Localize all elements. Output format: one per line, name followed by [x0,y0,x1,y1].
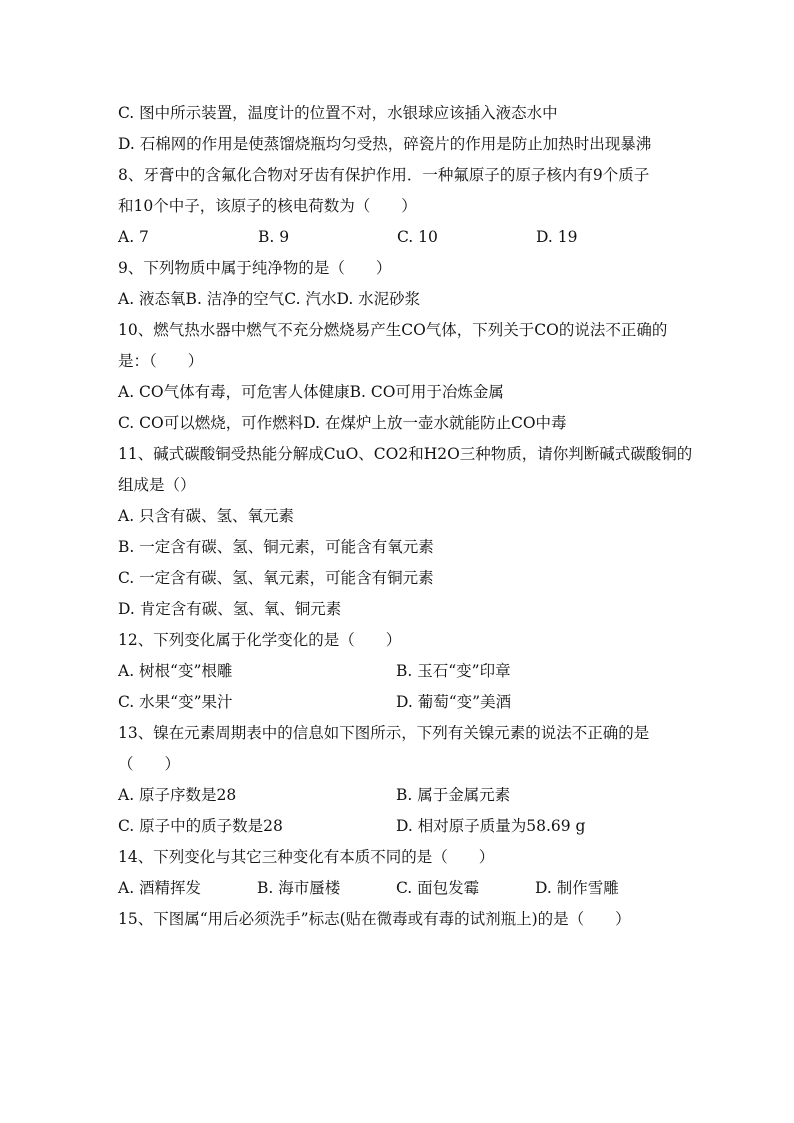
q14-option-a: A. 酒精挥发 [118,879,202,897]
q15-stem: 15、下图属“用后必须洗手”标志(贴在微毒或有毒的试剂瓶上)的是（ ） [118,910,631,928]
q14-option-c: C. 面包发霉 [396,879,480,897]
q10-options-line-1: A. CO气体有毒，可危害人体健康B. CO可用于冶炼金属 [118,383,504,401]
q12-stem: 12、下列变化属于化学变化的是（ ） [118,631,402,649]
q9-stem: 9、下列物质中属于纯净物的是（ ） [118,259,392,277]
q12-option-d: D. 葡萄“变”美酒 [396,693,512,711]
exam-page [118,98,693,935]
q12-option-c: C. 水果“变”果汁 [118,693,233,711]
q8-option-c: C. 10 [397,228,438,246]
q7-option-c: C. 图中所示装置，温度计的位置不对，水银球应该插入液态水中 [118,104,558,122]
q13-option-d: D. 相对原子质量为58.69 g [396,817,586,835]
q13-options-row-1 [118,780,678,811]
q13-stem-line-2: （ ） [118,755,181,773]
q13-option-a: A. 原子序数是28 [118,786,237,804]
q13-stem-line-1: 13、镍在元素周期表中的信息如下图所示，下列有关镍元素的说法不正确的是 [118,724,650,742]
q8-option-d: D. 19 [536,228,578,246]
q11-option-a: A. 只含有碳、氢、氧元素 [118,507,295,525]
q12-option-b: B. 玉石“变”印章 [396,662,511,680]
q7-option-d: D. 石棉网的作用是使蒸馏烧瓶均匀受热，碎瓷片的作用是防止加热时出现暴沸 [118,135,652,153]
q11-option-d: D. 肯定含有碳、氢、氧、铜元素 [118,600,342,618]
q10-options-line-2: C. CO可以燃烧，可作燃料D. 在煤炉上放一壶水就能防止CO中毒 [118,414,567,432]
q10-stem-line-1: 10、燃气热水器中燃气不充分燃烧易产生CO气体，下列关于CO的说法不正确的 [118,321,668,339]
q8-stem-line-2: 和10个中子，该原子的核电荷数为（ ） [118,197,417,215]
q13-option-c: C. 原子中的质子数是28 [118,817,283,835]
q8-options [118,222,678,253]
q11-stem-line-1: 11、碱式碳酸铜受热能分解成CuO、CO2和H2O三种物质，请你判断碱式碳酸铜的 [118,445,693,463]
q12-option-a: A. 树根“变”根雕 [118,662,233,680]
q9-options: A. 液态氧B. 洁净的空气C. 汽水D. 水泥砂浆 [118,290,421,308]
q10-stem-line-2: 是：（ ） [118,352,204,370]
q14-stem: 14、下列变化与其它三种变化有本质不同的是（ ） [118,848,495,866]
q8-option-b: B. 9 [258,228,290,246]
q11-option-c: C. 一定含有碳、氢、氧元素，可能含有铜元素 [118,569,434,587]
q13-option-b: B. 属于金属元素 [396,786,511,804]
q8-option-a: A. 7 [118,228,149,246]
q14-option-d: D. 制作雪雕 [535,879,619,897]
q11-option-b: B. 一定含有碳、氢、铜元素，可能含有氧元素 [118,538,434,556]
q12-options-row-2 [118,687,678,718]
q11-stem-line-2: 组成是（） [118,476,196,494]
q12-options-row-1 [118,656,678,687]
q14-option-b: B. 海市蜃楼 [257,879,341,897]
q13-options-row-2 [118,811,678,842]
q8-stem-line-1: 8、牙膏中的含氟化合物对牙齿有保护作用．一种氟原子的原子核内有9个质子 [118,166,650,184]
q14-options [118,873,678,904]
